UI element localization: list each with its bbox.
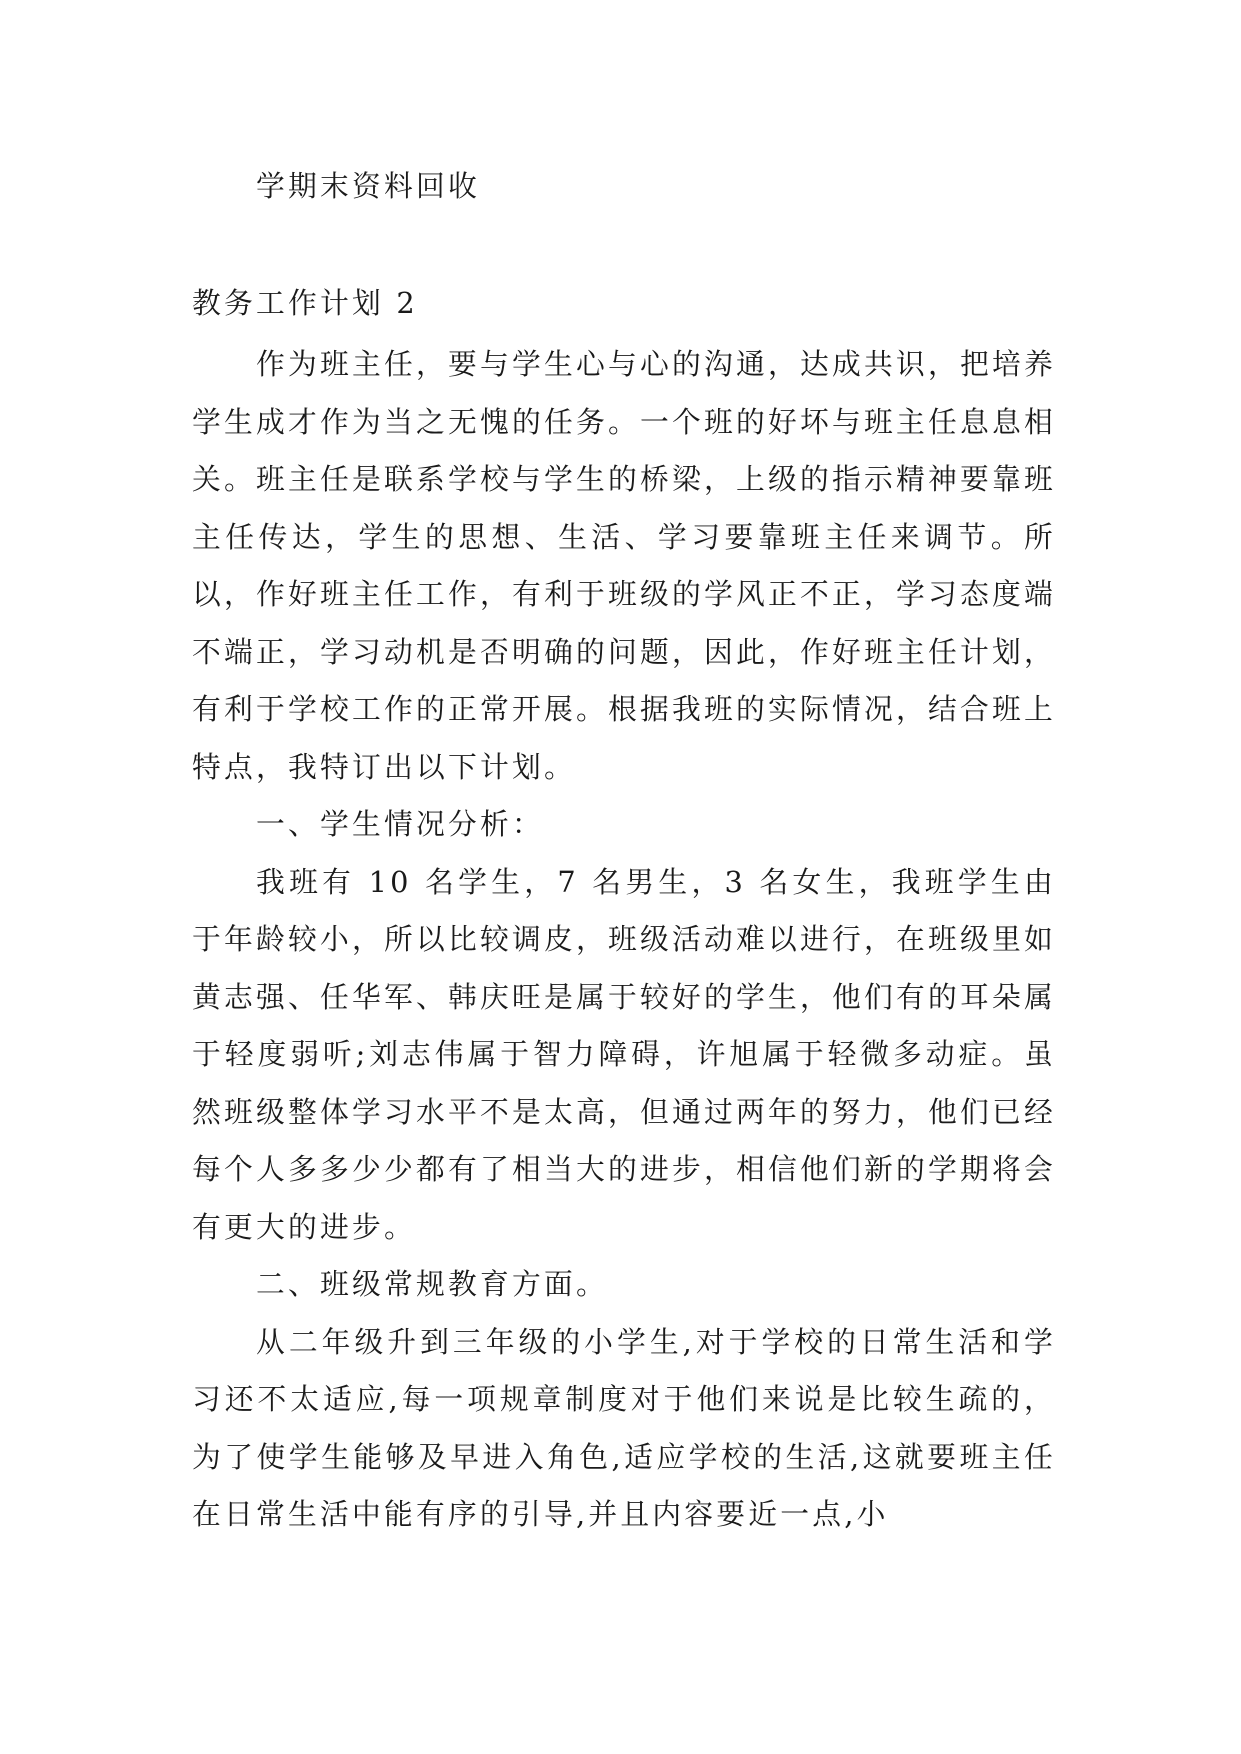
document-body: [192, 336, 1056, 1544]
subheading-class-routine: 二、班级常规教育方面。: [256, 1267, 608, 1301]
paragraph-class-routine: 从二年级升到三年级的小学生,对于学校的日常生活和学习还不太适应,每一项规章制度对于他们来说是比较生疏的，为了使学生能够及早进入角色,适应学校的生活,这就要班主任在日常生活中能有序的引导,并且内容要近一点,小: [192, 1324, 1056, 1531]
closing-item-line: 学期末资料回收: [256, 169, 480, 203]
paragraph-student-analysis: 我班有 10 名学生，7 名男生，3 名女生，我班学生由于年龄较小，所以比较调皮，班级活动难以进行，在班级里如黄志强、任华军、韩庆旺是属于较好的学生，他们有的耳朵属于轻度弱听;刘志伟属于智力障碍，许旭属于轻微多动症。虽然班级整体学习水平不是太高，但通过两年的努力，他们已经每个人多多少少都有了相当大的进步，相信他们新的学期将会有更大的进步。: [192, 864, 1056, 1244]
paragraph-intro: 作为班主任，要与学生心与心的沟通，达成共识，把培养学生成才作为当之无愧的任务。一个班的好坏与班主任息息相关。班主任是联系学校与学生的桥梁，上级的指示精神要靠班主任传达，学生的思想、生活、学习要靠班主任来调节。所以，作好班主任工作，有利于班级的学风正不正，学习态度端不端正，学习动机是否明确的问题，因此，作好班主任计划，有利于学校工作的正常开展。根据我班的实际情况，结合班上特点，我特订出以下计划。: [192, 347, 1056, 784]
subheading-student-analysis: 一、学生情况分析：: [256, 807, 544, 841]
section-heading: 教务工作计划 2: [192, 286, 418, 320]
